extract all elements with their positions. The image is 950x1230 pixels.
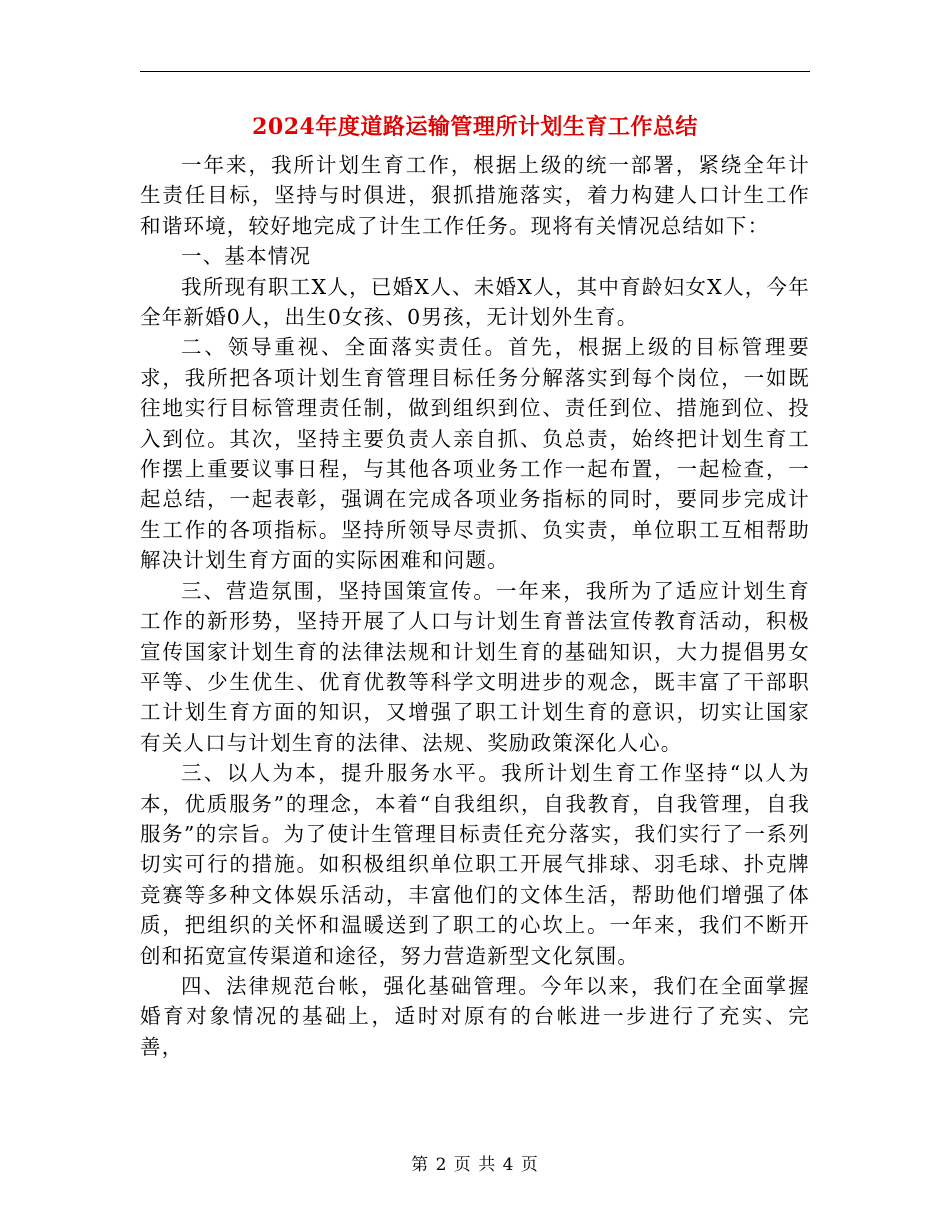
document-body [140,150,810,1062]
paragraph-ledger: 四、法律规范台帐，强化基础管理。今年以来，我们在全面掌握婚育对象情况的基础上，适时对原有的台帐进一步进行了充实、完善， [140,973,810,1059]
document-title: 2024年度道路运输管理所计划生育工作总结 [252,114,698,140]
paragraph-intro: 一年来，我所计划生育工作，根据上级的统一部署，紧绕全年计生责任目标，坚持与时俱进，狠抓措施落实，着力构建人口计生工作和谐环境，较好地完成了计生工作任务。现将有关情况总结如下： [140,153,810,238]
paragraph-service: 三、以人为本，提升服务水平。我所计划生育工作坚持“以人为本，优质服务”的理念，本着“自我组织，自我教育，自我管理，自我服务”的宗旨。为了使计生管理目标责任充分落实，我们实行了一系列切实可行的措施。如积极组织单位职工开展气排球、羽毛球、扑克牌竞赛等多种文体娱乐活动，丰富他们的文体生活，帮助他们增强了体质，把组织的关怀和温暖送到了职工的心坎上。一年来，我们不断开创和拓宽宣传渠道和途径，努力营造新型文化氛围。 [140,761,810,968]
header-rule [140,71,810,72]
page-footer: 第 2 页 共 4 页 [411,1155,539,1175]
paragraph-leadership: 二、领导重视、全面落实责任。首先，根据上级的目标管理要求，我所把各项计划生育管理目标任务分解落实到每个岗位，一如既往地实行目标管理责任制，做到组织到位、责任到位、措施到位、投入到位。其次，坚持主要负责人亲自抓、负总责，始终把计划生育工作摆上重要议事日程，与其他各项业务工作一起布置，一起检查，一起总结，一起表彰，强调在完成各项业务指标的同时，要同步完成计生工作的各项指标。坚持所领导尽责抓、负实责，单位职工互相帮助解决计划生育方面的实际困难和问题。 [140,335,810,573]
paragraph-publicity: 三、营造氛围，坚持国策宣传。一年来，我所为了适应计划生育工作的新形势，坚持开展了人口与计划生育普法宣传教育活动，积极宣传国家计划生育的法律法规和计划生育的基础知识，大力提倡男女平等、少生优生、优育优教等科学文明进步的观念，既丰富了干部职工计划生育方面的知识，又增强了职工计划生育的意识，切实让国家有关人口与计划生育的法律、法规、奖励政策深化人心。 [140,578,810,755]
paragraph-basic-situation: 我所现有职工X人，已婚X人、未婚X人，其中育龄妇女X人，今年全年新婚0人，出生0女孩、0男孩，无计划外生育。 [140,274,810,330]
section-heading-basic-situation: 一、基本情况 [181,244,312,269]
